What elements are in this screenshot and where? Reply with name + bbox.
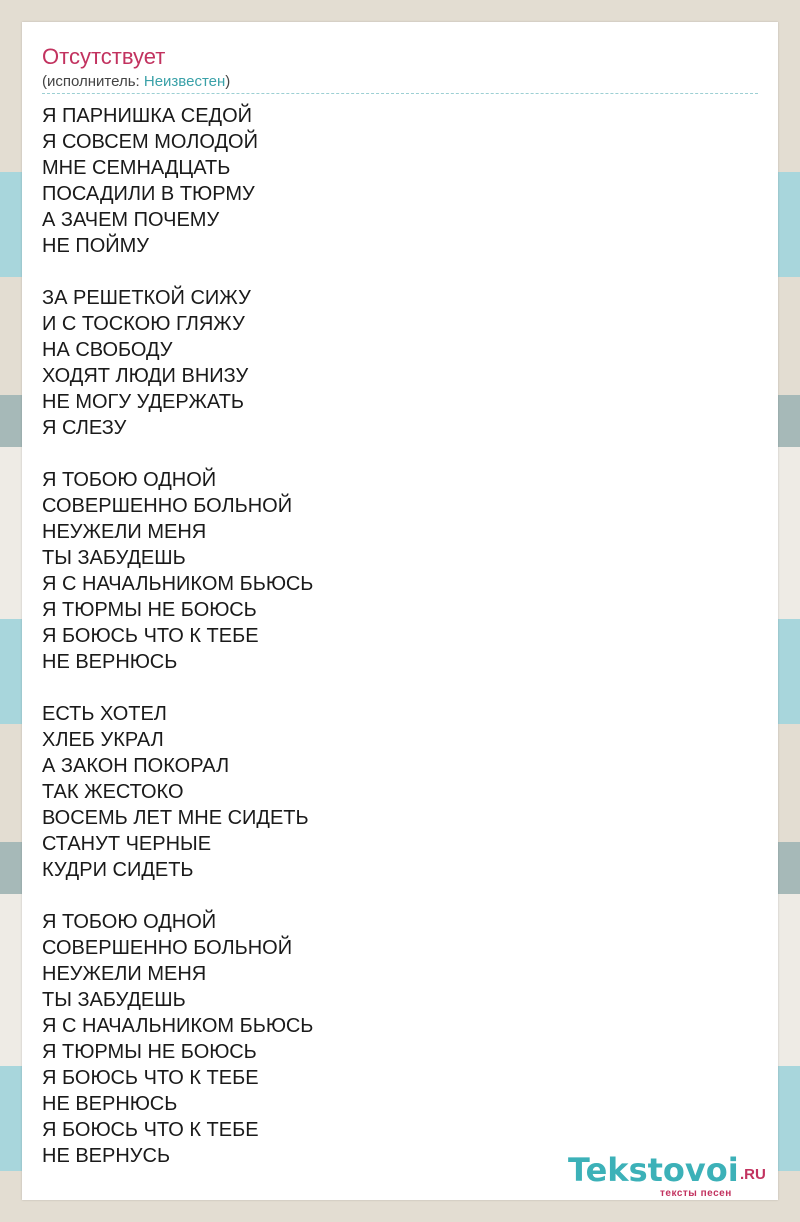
lyrics-line: ТЫ ЗАБУДЕШЬ [42, 989, 186, 1011]
song-title: Отсутствует [42, 44, 166, 69]
lyrics-line: Я БОЮСЬ ЧТО К ТЕБЕ [42, 625, 259, 647]
lyrics-blank-line [42, 883, 742, 909]
lyrics-line: СОВЕРШЕННО БОЛЬНОЙ [42, 495, 293, 517]
lyrics-card [22, 22, 778, 1200]
lyrics-line: НЕУЖЕЛИ МЕНЯ [42, 521, 207, 543]
artist-suffix: ) [225, 73, 231, 90]
lyrics-line: НЕ ВЕРНЮСЬ [42, 651, 178, 673]
lyrics-line: ВОСЕМЬ ЛЕТ МНЕ СИДЕТЬ [42, 807, 309, 829]
lyrics-line: ХЛЕБ УКРАЛ [42, 729, 164, 751]
lyrics-line: НЕ ВЕРНУСЬ [42, 1145, 171, 1167]
title-divider [42, 93, 758, 94]
lyrics-line: ЗА РЕШЕТКОЙ СИЖУ [42, 287, 251, 309]
lyrics-line: Я ТОБОЮ ОДНОЙ [42, 911, 217, 933]
lyrics-line: НЕ ВЕРНЮСЬ [42, 1093, 178, 1115]
lyrics-line: Я СОВСЕМ МОЛОДОЙ [42, 131, 258, 153]
lyrics-line: КУДРИ СИДЕТЬ [42, 859, 194, 881]
lyrics-line: НЕ МОГУ УДЕРЖАТЬ [42, 391, 245, 413]
lyrics-line: НА СВОБОДУ [42, 339, 173, 361]
lyrics-line: ХОДЯТ ЛЮДИ ВНИЗУ [42, 365, 249, 387]
lyrics-blank-line [42, 259, 742, 285]
lyrics-line: СТАНУТ ЧЕРНЫЕ [42, 833, 212, 855]
artist-prefix: (исполнитель: [42, 73, 144, 90]
lyrics-text [42, 103, 742, 1169]
lyrics-blank-line [42, 675, 742, 701]
lyrics-line: Я С НАЧАЛЬНИКОМ БЬЮСЬ [42, 1015, 314, 1037]
lyrics-line: Я БОЮСЬ ЧТО К ТЕБЕ [42, 1067, 259, 1089]
lyrics-line: Я ПАРНИШКА СЕДОЙ [42, 105, 253, 127]
lyrics-line: И С ТОСКОЮ ГЛЯЖУ [42, 313, 245, 335]
lyrics-line: Я С НАЧАЛЬНИКОМ БЬЮСЬ [42, 573, 314, 595]
lyrics-line: ПОСАДИЛИ В ТЮРМУ [42, 183, 255, 205]
site-logo[interactable] [568, 1151, 778, 1199]
lyrics-line: Я СЛЕЗУ [42, 417, 127, 439]
lyrics-line: А ЗАЧЕМ ПОЧЕМУ [42, 209, 220, 231]
lyrics-line: МНЕ СЕМНАДЦАТЬ [42, 157, 231, 179]
lyrics-blank-line [42, 441, 742, 467]
lyrics-line: НЕУЖЕЛИ МЕНЯ [42, 963, 207, 985]
logo-tagline: тексты песен [660, 1188, 732, 1199]
logo-name: Tekstovoi [568, 1151, 739, 1189]
lyrics-line: А ЗАКОН ПОКОРАЛ [42, 755, 230, 777]
lyrics-line: ЕСТЬ ХОТЕЛ [42, 703, 167, 725]
lyrics-line: ТЫ ЗАБУДЕШЬ [42, 547, 186, 569]
lyrics-line: НЕ ПОЙМУ [42, 235, 150, 257]
lyrics-line: Я ТОБОЮ ОДНОЙ [42, 469, 217, 491]
lyrics-line: ТАК ЖЕСТОКО [42, 781, 184, 803]
artist-line [42, 73, 230, 91]
lyrics-line: Я ТЮРМЫ НЕ БОЮСЬ [42, 1041, 257, 1063]
lyrics-line: Я ТЮРМЫ НЕ БОЮСЬ [42, 599, 257, 621]
lyrics-line: СОВЕРШЕННО БОЛЬНОЙ [42, 937, 293, 959]
logo-domain: .RU [740, 1166, 766, 1183]
lyrics-line: Я БОЮСЬ ЧТО К ТЕБЕ [42, 1119, 259, 1141]
artist-link[interactable]: Неизвестен [143, 73, 226, 90]
